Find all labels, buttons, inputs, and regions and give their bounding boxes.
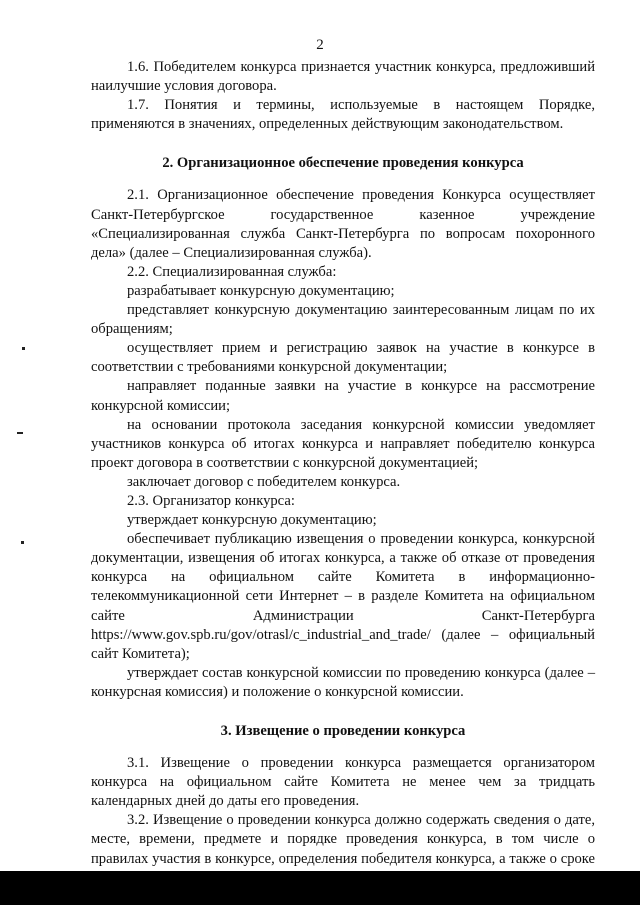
page-number: 2 xyxy=(316,37,324,53)
section-2-heading: 2. Организационное обеспечение проведения конкурса xyxy=(162,155,524,172)
paragraph: обеспечивает публикацию извещения о проведении конкурса, конкурсной документации, извещения об итогах конкурса, а также об отказе от проведения конкурса на официальном сайте Комитета в информационно-телекоммуникационной сети Интернет – в разделе Комитета на официальном сайте Администрации Санкт-Петербурга https://www.gov.spb.ru/gov/otrasl/c_industrial_and_trade/ (далее – официальный сайт Комитета); xyxy=(91,531,595,662)
scan-speck xyxy=(22,347,25,350)
section-3-heading: 3. Извещение о проведении конкурса xyxy=(220,723,466,739)
paragraph: заключает договор с победителем конкурса. xyxy=(127,473,401,490)
paragraph: 2.2. Специализированная служба: xyxy=(127,263,337,280)
paragraph: 1.7. Понятия и термины, используемые в настоящем Порядке, применяются в значениях, определенных действующим законодательством. xyxy=(91,97,595,133)
scan-speck xyxy=(17,432,23,434)
paragraph: 3.1. Извещение о проведении конкурса размещается организатором конкурса на официальном сайте Комитета не менее чем за тридцать календарных дней до даты его проведения. xyxy=(91,755,595,810)
paragraph: на основании протокола заседания конкурсной комиссии уведомляет участников конкурса об итогах конкурса и направляет победителю конкурса проект договора в соответствии с конкурсной документацией; xyxy=(91,416,595,471)
paragraph: 1.6. Победителем конкурса признается участник конкурса, предложивший наилучшие условия договора. xyxy=(91,59,595,95)
paragraph: осуществляет прием и регистрацию заявок на участие в конкурсе в соответствии с требованиями конкурсной документации; xyxy=(91,340,595,376)
paragraph: 3.2. Извещение о проведении конкурса должно содержать сведения о дате, месте, времени, предмете и порядке проведения конкурса, в том числе о правилах участия в конкурсе, определения победителя конкурса, а также о сроке xyxy=(91,812,595,867)
paragraph: утверждает конкурсную документацию; xyxy=(127,512,377,529)
paragraph: разрабатывает конкурсную документацию; xyxy=(127,282,395,299)
document-body xyxy=(91,58,595,888)
paragraph: утверждает состав конкурсной комиссии по проведению конкурса (далее – конкурсная комиссия) и положение о конкурсной комиссии. xyxy=(91,664,595,700)
paragraph: 2.3. Организатор конкурса: xyxy=(127,492,295,509)
paragraph: направляет поданные заявки на участие в конкурсе на рассмотрение конкурсной комиссии; xyxy=(91,378,595,414)
paragraph: 2.1. Организационное обеспечение проведения Конкурса осуществляет Санкт-Петербургское государственное казенное учреждение «Специализированная служба Санкт-Петербурга по вопросам похоронного дела» (далее – Специализированная служба). xyxy=(91,187,595,261)
paragraph: представляет конкурсную документацию заинтересованным лицам по их обращениям; xyxy=(91,302,595,338)
scan-speck xyxy=(21,541,24,544)
scan-bottom-border xyxy=(0,871,640,905)
